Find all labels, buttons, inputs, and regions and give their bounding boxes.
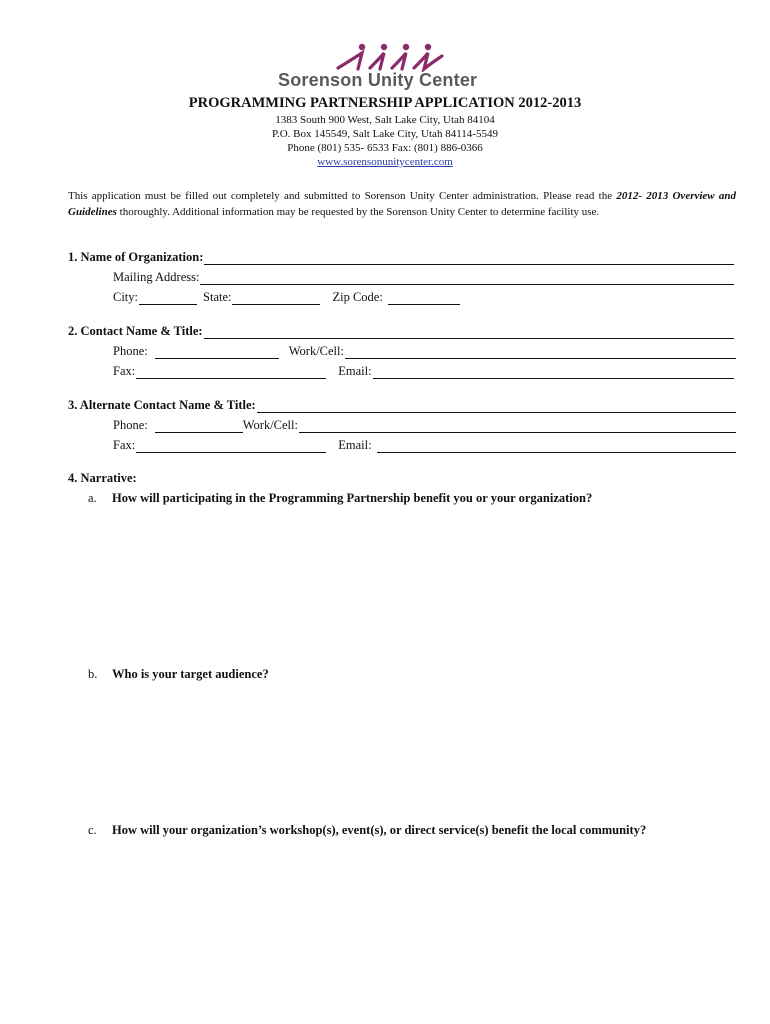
contact-phone-row <box>113 343 736 359</box>
alt-workcell-field[interactable] <box>299 420 736 433</box>
answer-a-area[interactable] <box>113 512 733 662</box>
question-a-text: How will participating in the Programming Partnership benefit you or your organization? <box>112 491 593 505</box>
contact-workcell-field[interactable] <box>345 346 736 359</box>
zip-label: Zip Code: <box>332 290 383 304</box>
org-name-field[interactable] <box>204 252 734 265</box>
org-logo <box>270 42 510 94</box>
contact-row <box>68 323 734 339</box>
contact-label: 2. Contact Name & Title: <box>68 324 203 338</box>
contact-fax-label: Fax: <box>113 364 136 378</box>
alt-phone-field[interactable] <box>155 420 243 433</box>
question-a <box>88 491 592 506</box>
contact-workcell-label: Work/Cell: <box>288 344 344 358</box>
website-link[interactable]: www.sorensonunitycenter.com <box>317 156 453 168</box>
city-label: City: <box>113 290 139 304</box>
org-name-row <box>68 249 734 265</box>
question-b <box>88 667 269 682</box>
question-c-text: How will your organization’s workshop(s), event(s), or direct service(s) benefit the local community? <box>112 823 647 837</box>
page-title: PROGRAMMING PARTNERSHIP APPLICATION 2012-2013 <box>188 95 582 111</box>
intro-emphasis: 2012- 2013 Overview and Guidelines <box>68 190 736 218</box>
contact-phone-field[interactable] <box>155 346 279 359</box>
alt-fax-row <box>113 437 736 453</box>
question-a-letter: a. <box>88 491 97 505</box>
alt-phone-row <box>113 417 736 433</box>
alt-fax-label: Fax: <box>113 438 136 452</box>
alt-contact-label: 3. Alternate Contact Name & Title: <box>68 398 256 412</box>
city-row <box>113 289 475 305</box>
contact-phone-label: Phone: <box>113 344 148 358</box>
question-c-letter: c. <box>88 823 97 837</box>
mailing-label: Mailing Address: <box>113 270 200 284</box>
state-label: State: <box>203 290 232 304</box>
alt-fax-field[interactable] <box>136 440 326 453</box>
contact-email-field[interactable] <box>373 366 734 379</box>
zip-field[interactable] <box>388 292 460 305</box>
narrative-heading: 4. Narrative: <box>68 471 137 485</box>
mailing-address-field[interactable] <box>200 272 734 285</box>
answer-b-area[interactable] <box>113 688 733 818</box>
mailing-row <box>113 269 734 285</box>
contact-field[interactable] <box>204 326 734 339</box>
alt-workcell-label: Work/Cell: <box>242 418 298 432</box>
city-field[interactable] <box>139 292 197 305</box>
org-name: Sorenson Unity Center <box>278 70 478 90</box>
alt-contact-field[interactable] <box>257 400 736 413</box>
phone-fax: Phone (801) 535- 6533 Fax: (801) 886-0366 <box>287 142 483 154</box>
intro-paragraph <box>68 188 736 220</box>
question-c <box>88 823 646 838</box>
alt-email-label: Email: <box>338 438 372 452</box>
intro-text-after: thoroughly. Additional information may be requested by the Sorenson Unity Center to determine facility use. <box>116 206 600 218</box>
contact-fax-row <box>113 363 734 379</box>
answer-c-area[interactable] <box>113 844 733 1004</box>
question-b-letter: b. <box>88 667 98 681</box>
alt-phone-label: Phone: <box>113 418 148 432</box>
alt-email-field[interactable] <box>377 440 736 453</box>
state-field[interactable] <box>232 292 320 305</box>
contact-fax-field[interactable] <box>136 366 326 379</box>
question-b-text: Who is your target audience? <box>112 667 269 681</box>
people-logo-icon <box>336 42 446 72</box>
address-line-2: P.O. Box 145549, Salt Lake City, Utah 84114-5549 <box>272 128 498 140</box>
org-name-label: 1. Name of Organization: <box>68 250 204 264</box>
address-line-1: 1383 South 900 West, Salt Lake City, Utah 84104 <box>275 114 495 126</box>
alt-contact-row <box>68 397 736 413</box>
contact-email-label: Email: <box>338 364 372 378</box>
intro-text-before: This application must be filled out completely and submitted to Sorenson Unity Center administration. Please read the <box>68 190 617 202</box>
